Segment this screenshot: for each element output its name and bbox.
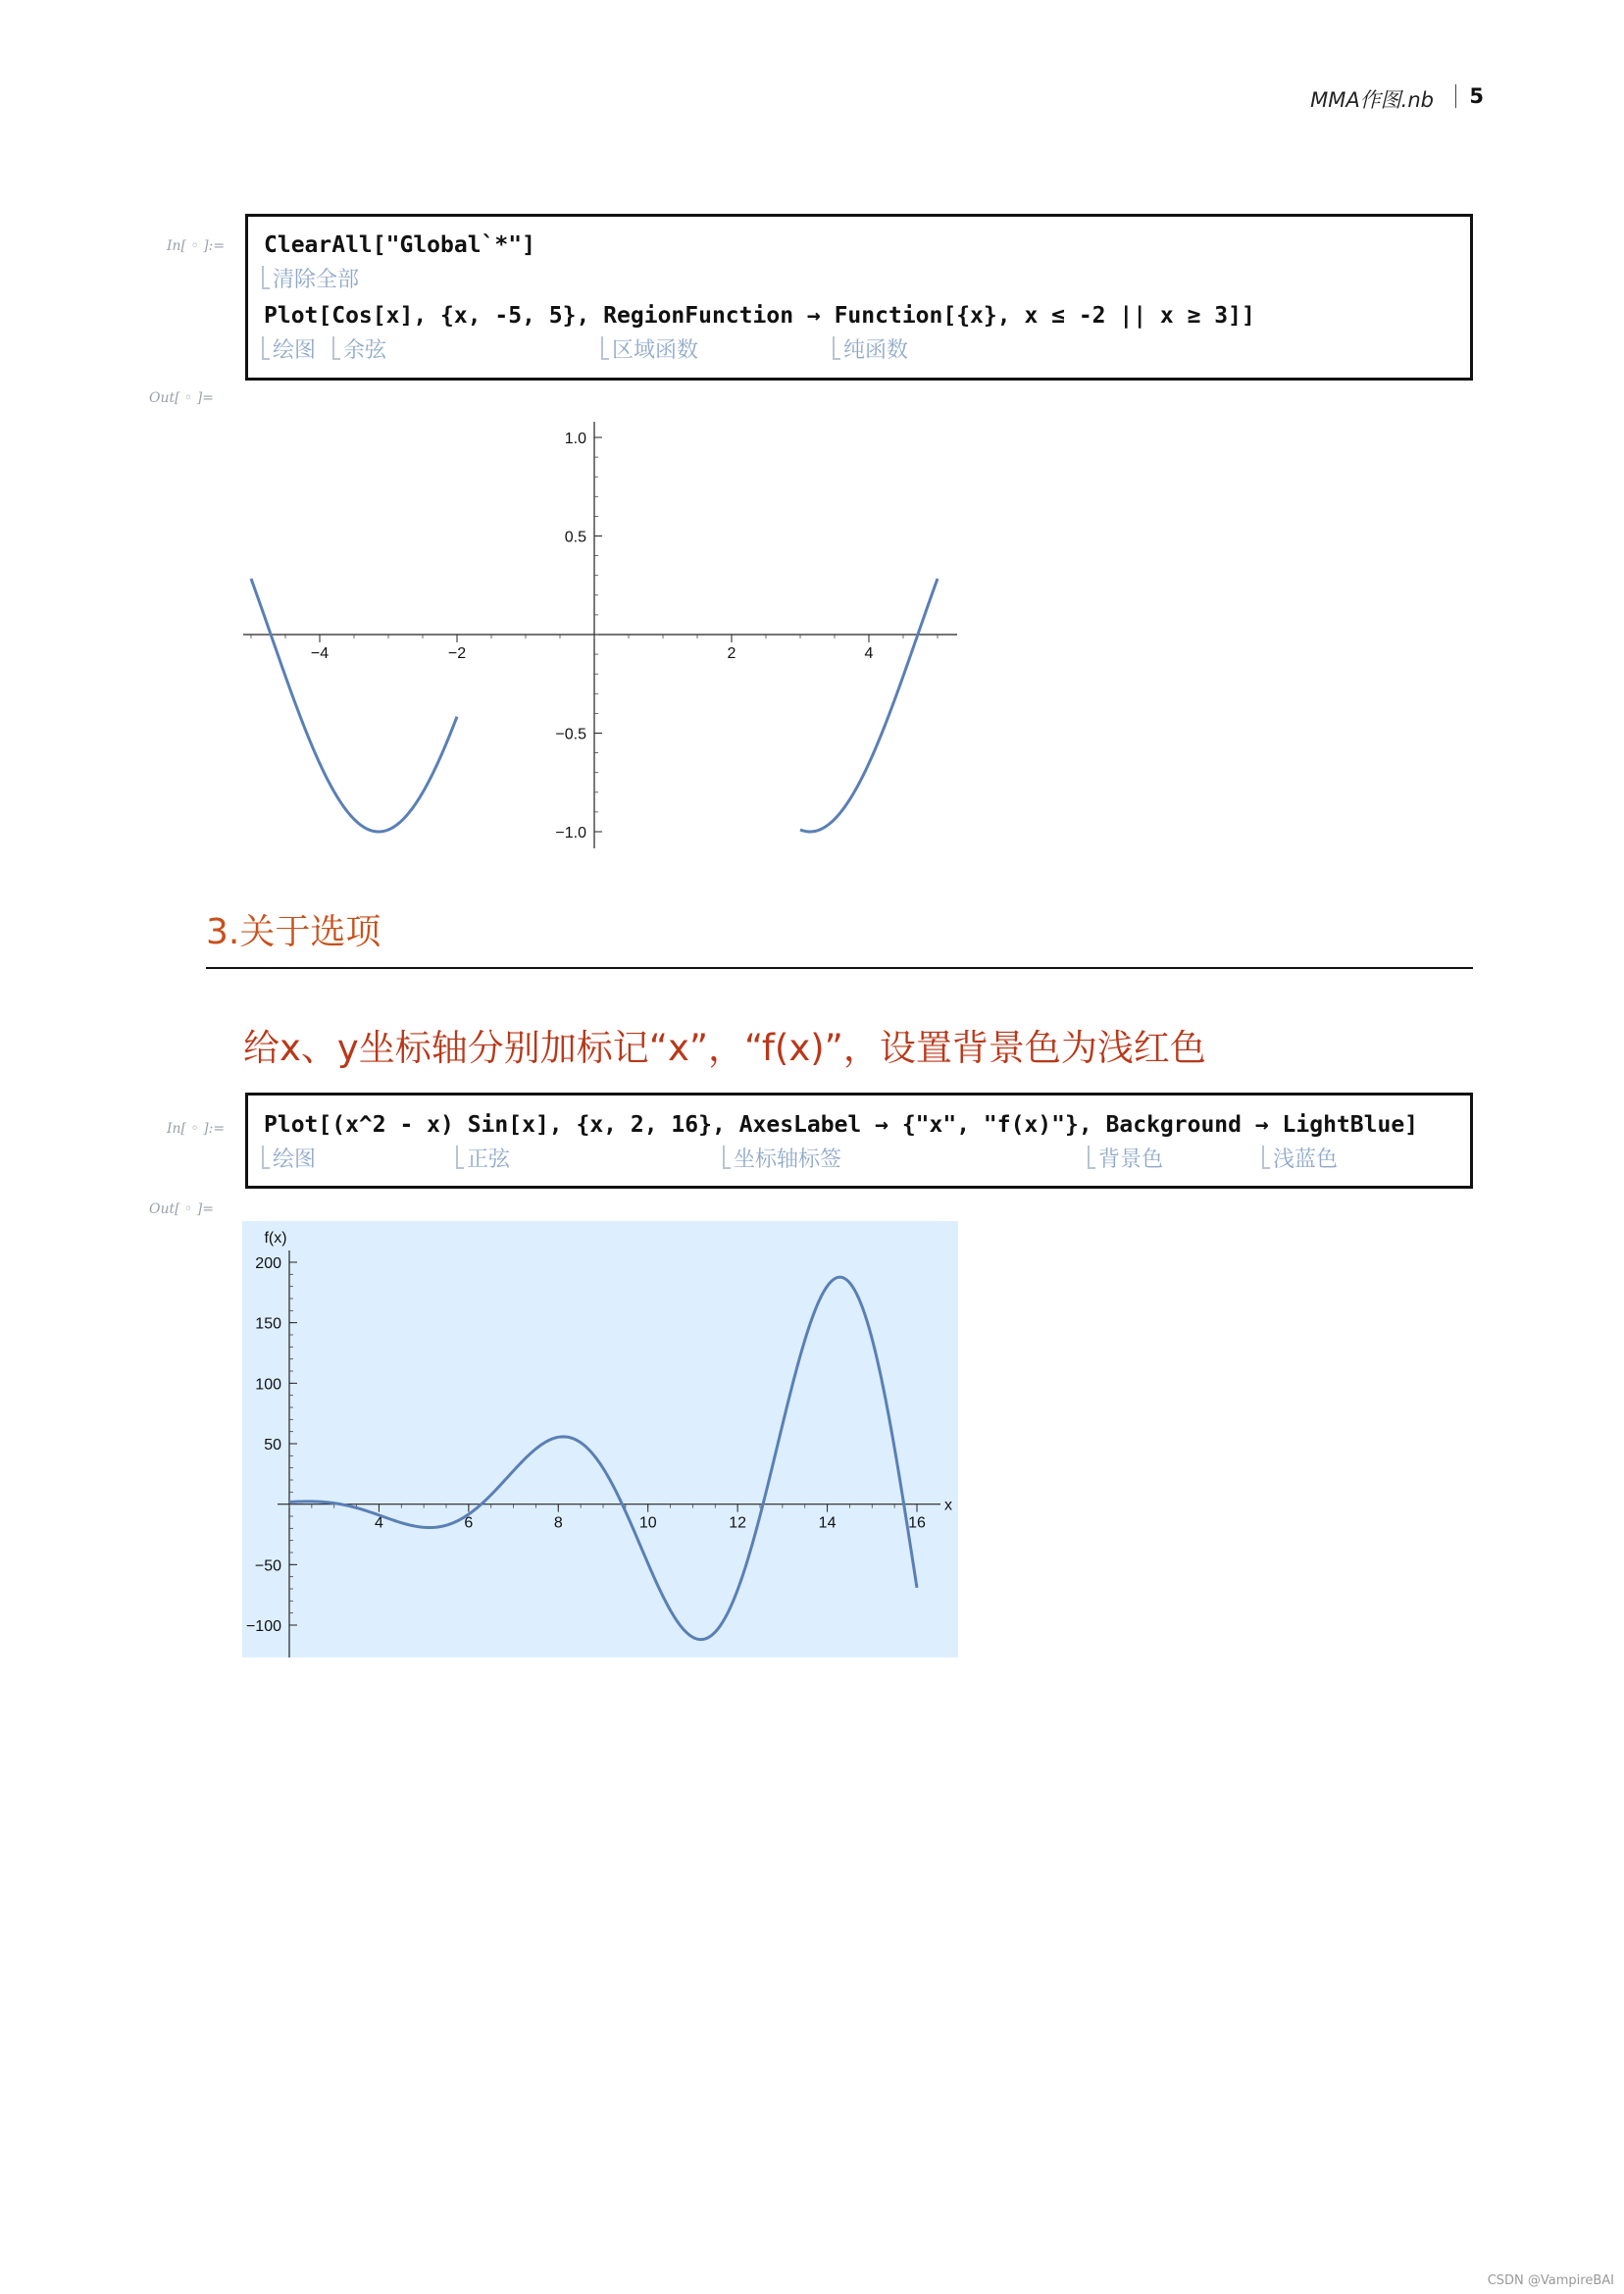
output-label-2: Out[ ◦ ]= xyxy=(149,1201,214,1217)
section-divider xyxy=(206,967,1473,969)
x-tick-label: 10 xyxy=(638,1514,657,1532)
hint-plot: 绘图 xyxy=(262,333,316,364)
curve-segment xyxy=(800,579,938,832)
hint-background: 背景色 xyxy=(1088,1143,1163,1173)
y-tick-label: 100 xyxy=(255,1376,281,1394)
x-tick-label: −2 xyxy=(447,645,467,662)
x-tick-label: 4 xyxy=(864,645,874,662)
hint-sin: 正弦 xyxy=(456,1143,510,1173)
page-header xyxy=(1275,84,1491,114)
sin-axeslabel-plot xyxy=(242,1221,968,1662)
hint-regionfunction: 区域函数 xyxy=(601,333,698,364)
hint-axeslabel: 坐标轴标签 xyxy=(723,1143,841,1173)
y-tick-label: 1.0 xyxy=(564,431,586,447)
section-title: 3.关于选项 xyxy=(206,912,381,952)
x-tick-label: 12 xyxy=(729,1514,747,1532)
y-tick-label: −100 xyxy=(245,1618,281,1635)
hint-function: 纯函数 xyxy=(833,333,908,364)
y-tick-label: 200 xyxy=(255,1255,281,1272)
code-plot-sin[interactable]: Plot[(x^2 - x) Sin[x], {x, 2, 16}, AxesLabel → {"x", "f(x)"}, Background → LightBlue] xyxy=(264,1112,1419,1138)
code-clearall[interactable]: ClearAll["Global`*"] xyxy=(264,232,535,258)
hint-clearall: 清除全部 xyxy=(262,263,359,293)
input-cell-1[interactable] xyxy=(245,214,1473,381)
x-tick-label: 2 xyxy=(727,645,736,662)
footer-credit: CSDN @VampireBAI xyxy=(1487,2273,1614,2288)
subsection-title: 给x、y坐标轴分别加标记“x”，“f(x)”，设置背景色为浅红色 xyxy=(243,1027,1206,1069)
x-tick-label: 4 xyxy=(374,1514,383,1532)
notebook-name: MMA作图.nb xyxy=(1310,88,1434,112)
hint-lightblue: 浅蓝色 xyxy=(1262,1143,1338,1173)
input-cell-2[interactable] xyxy=(245,1093,1473,1189)
y-tick-label: 150 xyxy=(255,1315,281,1333)
hint-plot-2: 绘图 xyxy=(262,1143,316,1173)
output-label: Out[ ◦ ]= xyxy=(149,390,214,406)
input-label-2: In[ ◦ ]:= xyxy=(167,1121,226,1137)
y-tick-label: −0.5 xyxy=(555,726,586,743)
hint-cos: 余弦 xyxy=(332,333,386,364)
input-label: In[ ◦ ]:= xyxy=(167,238,226,254)
header-separator xyxy=(1455,84,1456,108)
curve-segment xyxy=(251,579,457,832)
y-tick-label: −50 xyxy=(254,1557,281,1575)
x-tick-label: −4 xyxy=(310,645,330,662)
x-tick-label: 6 xyxy=(464,1514,474,1532)
x-tick-label: 8 xyxy=(553,1514,563,1532)
cos-region-plot xyxy=(240,412,966,863)
y-tick-label: −1.0 xyxy=(555,825,586,841)
x-tick-label: 14 xyxy=(818,1514,837,1532)
page-number: 5 xyxy=(1469,84,1484,108)
code-plot-cos[interactable]: Plot[Cos[x], {x, -5, 5}, RegionFunction → Function[{x}, x ≤ -2 || x ≥ 3]] xyxy=(264,303,1255,329)
x-axis-label: x xyxy=(944,1497,952,1514)
x-tick-label: 16 xyxy=(908,1514,926,1532)
y-axis-label: f(x) xyxy=(264,1230,287,1247)
y-tick-label: 0.5 xyxy=(564,529,586,546)
y-tick-label: 50 xyxy=(264,1437,281,1453)
